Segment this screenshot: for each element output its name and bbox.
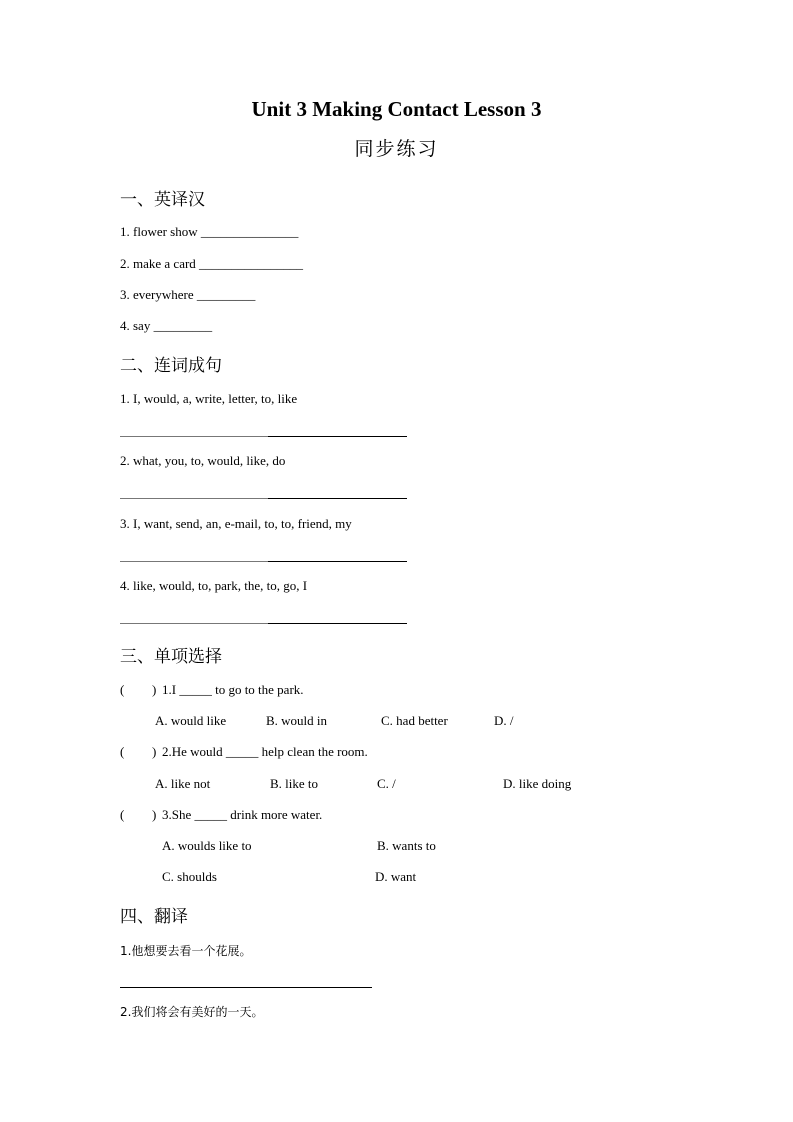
s2-item-2: 2. what, you, to, would, like, do: [120, 453, 286, 468]
q1-option-c: C. had better: [381, 713, 448, 728]
q2-option-b: B. like to: [270, 776, 319, 791]
q1-option-d: D. /: [494, 713, 514, 728]
q1-stem: 1.I _____ to go to the park.: [162, 682, 304, 697]
q1-paren-close: ): [152, 682, 157, 697]
s2-item-3: 3. I, want, send, an, e-mail, to, to, friend, my: [120, 516, 352, 531]
s2-answer-line-4a: [120, 623, 268, 624]
s1-item-1: 1. flower show _______________: [120, 224, 299, 239]
section-2-heading: 二、连词成句: [120, 356, 222, 376]
q1-option-a: A. would like: [155, 713, 227, 728]
s4-answer-line-1: [120, 987, 372, 988]
s2-answer-line-1a: [120, 436, 268, 437]
section-3-heading: 三、单项选择: [120, 647, 222, 667]
q2-paren-open: (: [120, 744, 125, 759]
q3-option-d: D. want: [375, 869, 417, 884]
s2-answer-line-1b: [268, 436, 407, 437]
s2-answer-line-2b: [268, 498, 407, 499]
q2-option-d: D. like doing: [503, 776, 572, 791]
page-title: Unit 3 Making Contact Lesson 3: [251, 97, 542, 121]
q2-option-a: A. like not: [155, 776, 211, 791]
q3-stem: 3.She _____ drink more water.: [162, 807, 323, 822]
s1-item-4: 4. say _________: [120, 318, 213, 333]
section-1-heading: 一、英译汉: [120, 190, 205, 210]
q1-paren-open: (: [120, 682, 125, 697]
s2-item-1: 1. I, would, a, write, letter, to, like: [120, 391, 298, 406]
q3-paren-close: ): [152, 807, 157, 822]
q3-paren-open: (: [120, 807, 125, 822]
q2-stem: 2.He would _____ help clean the room.: [162, 744, 368, 759]
q3-option-b: B. wants to: [377, 838, 436, 853]
q3-option-a: A. woulds like to: [162, 838, 252, 853]
page-subtitle: 同步练习: [354, 138, 439, 160]
s1-item-2: 2. make a card ________________: [120, 256, 304, 271]
q3-option-c: C. shoulds: [162, 869, 217, 884]
s2-answer-line-3b: [268, 561, 407, 562]
s4-item-1: 1.他想要去看一个花展。: [120, 944, 252, 958]
q2-paren-close: ): [152, 744, 157, 759]
s2-item-4: 4. like, would, to, park, the, to, go, I: [120, 578, 308, 593]
s4-item-2: 2.我们将会有美好的一天。: [120, 1005, 264, 1019]
s2-answer-line-2a: [120, 498, 268, 499]
q2-option-c: C. /: [377, 776, 396, 791]
s2-answer-line-4b: [268, 623, 407, 624]
section-4-heading: 四、翻译: [120, 907, 188, 927]
s1-item-3: 3. everywhere _________: [120, 287, 256, 302]
s2-answer-line-3a: [120, 561, 268, 562]
q1-option-b: B. would in: [266, 713, 328, 728]
